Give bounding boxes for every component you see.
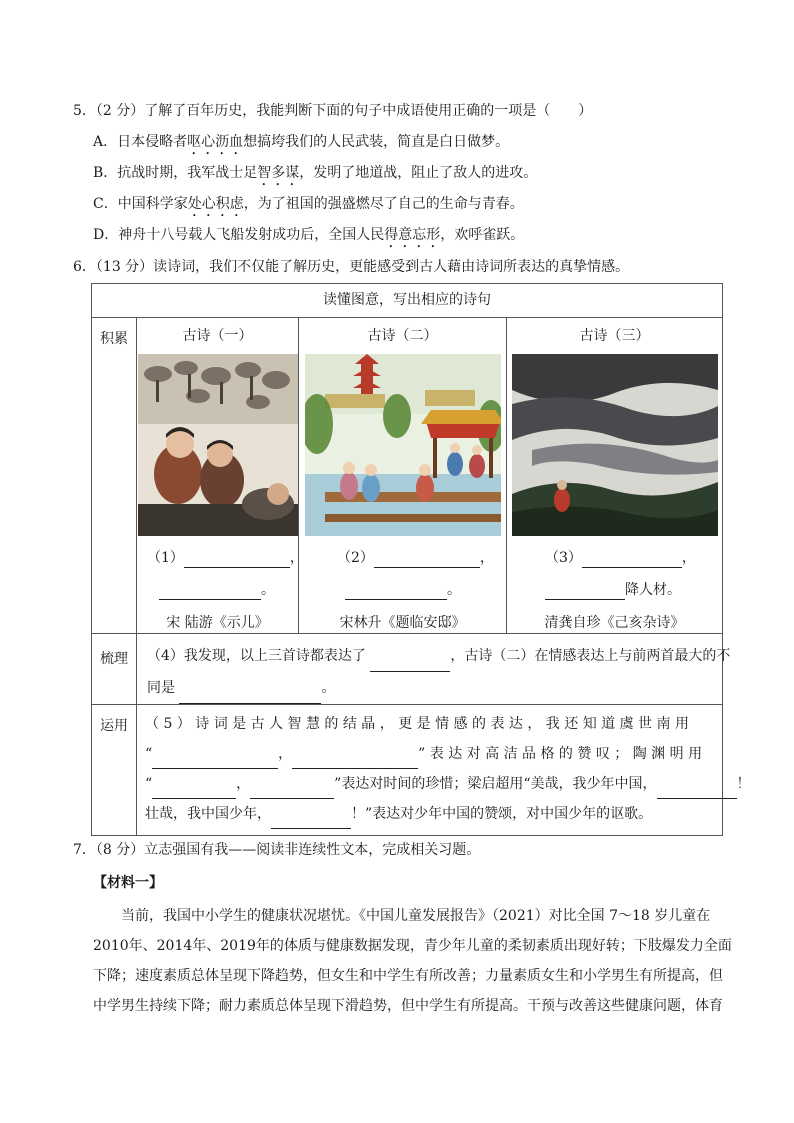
poem-cell-3 — [507, 318, 723, 634]
answer-blank-4b[interactable] — [179, 703, 321, 704]
apply-2-text: ” 表 达 对 高 洁 品 格 的 赞 叹 ； 陶 渊 明 用 — [418, 746, 703, 762]
poem-2-num: （2） — [337, 550, 374, 566]
option-c-idiom: 处心积虑 — [187, 196, 244, 212]
option-b-prefix: B．抗战时期，我军战士足 — [93, 165, 258, 181]
q7-stem: 7．（8 分）立志强国有我——阅读非连续性文本，完成相关习题。 — [73, 842, 481, 858]
poem-1-citation: 宋 陆游《示儿》 — [166, 615, 269, 631]
sort-text-a: （4）我发现，以上三首诗都表达了 — [147, 648, 366, 664]
poem-2-comma: ， — [479, 550, 494, 566]
answer-blank-5f[interactable] — [271, 828, 351, 829]
apply-3-comma: ， — [236, 776, 251, 792]
poem-title-2: 古诗（二） — [367, 328, 438, 344]
q5-option-d[interactable] — [93, 225, 524, 251]
q5-option-b[interactable] — [93, 163, 537, 189]
apply-4-text-b: ！”表达对少年中国的赞颂，对中国少年的讴歌。 — [351, 806, 653, 822]
option-a-prefix: A．日本侵略者 — [93, 134, 188, 150]
poem-1-line-2 — [137, 580, 298, 600]
option-d-suffix: ，欢呼雀跃。 — [440, 227, 525, 243]
sort-text-d: 。 — [321, 680, 336, 696]
apply-line-4 — [145, 799, 712, 829]
option-d-idiom: 得意忘形 — [384, 227, 441, 243]
row-label-sort: 梳理 — [92, 634, 137, 705]
sort-line-1 — [147, 640, 731, 672]
poem-table — [91, 283, 751, 836]
answer-blank-1a[interactable] — [184, 567, 290, 568]
poem-3-comma: ， — [681, 550, 696, 566]
poem-2-line-2 — [299, 580, 506, 600]
sort-cell — [137, 634, 731, 705]
q6-stem: 6．（13 分）读诗词，我们不仅能了解历史，更能感受到古人藉由诗词所表达的真挚情感。 — [73, 259, 630, 275]
poem-cell-2 — [299, 318, 507, 634]
sort-line-2 — [147, 672, 710, 704]
poem-2-citation: 宋林升《题临安邸》 — [339, 615, 466, 631]
apply-2-open-quote: “ — [145, 746, 153, 762]
option-b-suffix: ，发明了地道战，阻止了敌人的进攻。 — [299, 165, 538, 181]
apply-line-2 — [145, 739, 712, 769]
apply-4-text-a: 壮哉，我中国少年， — [145, 806, 271, 822]
material-paragraph-line-2: 2010年、2014年、2019年的体质与健康数据发现，青少年儿童的柔韧素质出现好转；下肢爆发力全面 — [93, 938, 732, 954]
q5-option-c[interactable] — [93, 194, 524, 220]
poem-1-end: 。 — [261, 582, 275, 598]
option-d-prefix: D．神舟十八号载人飞船发射成功后，全国人民 — [93, 227, 385, 243]
answer-blank-3a[interactable] — [582, 567, 682, 568]
poem-1-num: （1） — [147, 550, 184, 566]
answer-blank-4a[interactable] — [370, 671, 450, 672]
sort-text-b: ，古诗（二）在情感表达上与前两首最大的不 — [450, 648, 731, 664]
apply-line-1: （ 5 ） 诗 词 是 古 人 智 慧 的 结 晶 ， 更 是 情 感 的 表 达 ， 我 还 知 道 虞 世 南 用 — [145, 716, 689, 732]
option-a-idiom: 呕心沥血 — [187, 134, 244, 150]
apply-cell — [137, 705, 751, 836]
answer-blank-1b[interactable] — [159, 599, 261, 600]
apply-2-comma: ， — [278, 746, 293, 762]
poem-3-line-2 — [507, 580, 722, 600]
option-a-suffix: 想搞垮我们的人民武装，简直是白日做梦。 — [243, 134, 510, 150]
poem-cell-1 — [137, 318, 304, 634]
material-one-heading: 【材料一】 — [93, 875, 163, 891]
apply-3-exclaim: ！ — [736, 776, 751, 792]
poem-1-line-1 — [137, 548, 304, 568]
apply-3-text: ”表达对时间的珍惜；梁启超用“美哉，我少年中国， — [334, 776, 657, 792]
option-c-suffix: ，为了祖国的强盛燃尽了自己的生命与青春。 — [243, 196, 524, 212]
q5-stem: 5．（2 分）了解了百年历史，我能判断下面的句子中成语使用正确的一项是（ ） — [73, 103, 593, 119]
poem-2-line-1 — [299, 548, 506, 568]
answer-blank-2a[interactable] — [374, 567, 480, 568]
poem-3-line-1 — [507, 548, 722, 568]
poem-3-tail: 降人材。 — [625, 582, 681, 598]
poem-1-illustration — [138, 354, 298, 536]
answer-blank-5e[interactable] — [657, 798, 737, 799]
material-paragraph-line-3: 下降；速度素质总体呈现下降趋势，但女生和中学生有所改善；力量素质女生和小学男生有所提高，但 — [93, 968, 723, 984]
poem-3-num: （3） — [545, 550, 582, 566]
poem-3-illustration — [512, 354, 718, 536]
answer-blank-2b[interactable] — [345, 599, 447, 600]
apply-line-3 — [145, 769, 751, 799]
answer-blank-3b[interactable] — [545, 599, 625, 600]
option-b-idiom: 智多谋 — [257, 165, 300, 181]
poem-2-end: 。 — [447, 582, 461, 598]
table-header: 读懂图意，写出相应的诗句 — [92, 284, 723, 318]
material-paragraph-line-4: 中学男生持续下降；耐力素质总体呈现下滑趋势，但中学生有所提高。干预与改善这些健康问题，体育 — [93, 998, 723, 1014]
q5-option-a[interactable] — [93, 132, 509, 158]
option-c-prefix: C．中国科学家 — [93, 196, 188, 212]
poem-title-3: 古诗（三） — [579, 328, 650, 344]
material-paragraph-line-1: 当前，我国中小学生的健康状况堪忧。《中国儿童发展报告》（2021）对比全国 7～18 岁儿童在 — [121, 908, 711, 924]
poem-1-comma: ， — [289, 550, 304, 566]
poem-2-illustration — [305, 354, 501, 536]
apply-3-open-quote: “ — [145, 776, 153, 792]
row-label-accumulate: 积累 — [92, 318, 137, 634]
poem-3-citation: 清龚自珍《己亥杂诗》 — [544, 615, 685, 631]
sort-text-c: 同是 — [147, 680, 175, 696]
poem-title-1: 古诗（一） — [182, 328, 253, 344]
row-label-apply: 运用 — [92, 705, 137, 836]
